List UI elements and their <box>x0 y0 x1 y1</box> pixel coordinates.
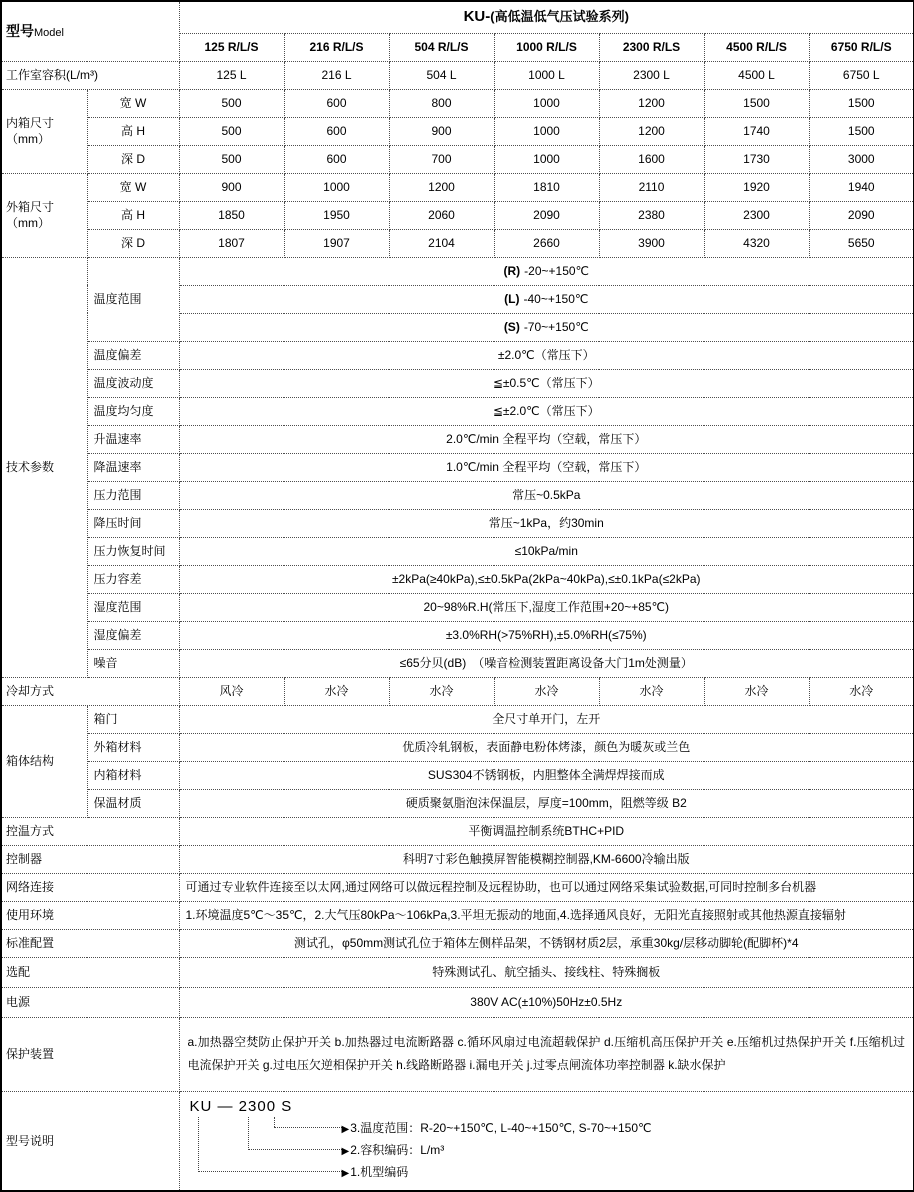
tech-param-label-6: 降压时间 <box>87 509 179 537</box>
legend-connector-line <box>198 1117 199 1170</box>
inner-dims-title: 内箱尺寸 <box>6 115 55 130</box>
tech-param-label-7: 压力恢复时间 <box>87 537 179 565</box>
legend-item-text: 2.容积编码：L/m³ <box>350 1142 445 1157</box>
model-label-cn: 型号 <box>6 22 34 39</box>
tech-param-label-4: 降温速率 <box>87 453 179 481</box>
volume-label: 工作室容积(L/m³) <box>1 61 179 89</box>
tech-param-label-3: 升温速率 <box>87 425 179 453</box>
outer-depth-value-6: 5650 <box>809 229 914 257</box>
outer-dims-label <box>1 173 87 257</box>
inner-height-value-4: 1200 <box>599 117 704 145</box>
volume-value-2: 504 L <box>389 61 494 89</box>
legend-item-volume-code <box>342 1142 445 1159</box>
inner-dims-label <box>1 89 87 173</box>
inner-width-value-2: 800 <box>389 89 494 117</box>
general-label-3: 使用环境 <box>1 901 179 929</box>
general-value-4: 测试孔，φ50mm测试孔位于箱体左侧样品架，不锈钢材质2层，承重30kg/层移动脚轮(配脚杯)*4 <box>179 929 914 957</box>
general-value-0: 平衡调温控制系统BTHC+PID <box>179 817 914 845</box>
cooling-value-1: 水冷 <box>284 677 389 705</box>
inner-depth-value-5: 1730 <box>704 145 809 173</box>
cabinet-row-label-3: 保温材质 <box>87 789 179 817</box>
tech-section-label: 技术参数 <box>1 257 87 677</box>
tech-param-value-8: ±2kPa(≥40kPa),≤±0.5kPa(2kPa~40kPa),≤±0.1kPa(≤2kPa) <box>179 565 914 593</box>
legend-item-temp-range <box>342 1120 652 1137</box>
volume-value-4: 2300 L <box>599 61 704 89</box>
tech-param-value-11: ≤65分贝(dB) （噪音检测装置距离设备大门1m处测量） <box>179 649 914 677</box>
inner-depth-value-4: 1600 <box>599 145 704 173</box>
volume-value-3: 1000 L <box>494 61 599 89</box>
volume-value-0: 125 L <box>179 61 284 89</box>
inner-height-value-2: 900 <box>389 117 494 145</box>
outer-height-value-5: 2300 <box>704 201 809 229</box>
legend-connector-line <box>198 1171 344 1172</box>
outer-depth-value-2: 2104 <box>389 229 494 257</box>
outer-width-value-1: 1000 <box>284 173 389 201</box>
cabinet-row-label-2: 内箱材料 <box>87 761 179 789</box>
series-title <box>179 1 914 33</box>
tech-param-label-8: 压力容差 <box>87 565 179 593</box>
temp-range-s-prefix: (S) <box>503 319 520 334</box>
outer-height-value-1: 1950 <box>284 201 389 229</box>
inner-depth-value-3: 1000 <box>494 145 599 173</box>
series-name: (高低温低气压试验系列) <box>490 9 629 25</box>
model-col-header-3: 1000 R/L/S <box>494 33 599 61</box>
general-label-1: 控制器 <box>1 845 179 873</box>
tech-param-value-5: 常压~0.5kPa <box>179 481 914 509</box>
model-col-header-1: 216 R/L/S <box>284 33 389 61</box>
tech-param-value-1: ≦±0.5℃（常压下） <box>179 369 914 397</box>
outer-depth-label: 深 D <box>87 229 179 257</box>
general-value-3: 1.环境温度5℃～35℃，2.大气压80kPa～106kPa,3.平坦无振动的地面,4.选择通风良好，无阳光直接照射或其他热源直接辐射 <box>179 901 914 929</box>
temp-range-s <box>179 313 914 341</box>
legend-connector-line <box>248 1117 249 1148</box>
legend-connector-line <box>274 1127 344 1128</box>
general-label-2: 网络连接 <box>1 873 179 901</box>
inner-depth-value-6: 3000 <box>809 145 914 173</box>
tech-param-label-11: 噪音 <box>87 649 179 677</box>
temp-range-l <box>179 285 914 313</box>
inner-height-value-3: 1000 <box>494 117 599 145</box>
cooling-value-4: 水冷 <box>599 677 704 705</box>
general-value-7: a.加热器空焚防止保护开关 b.加热器过电流断路器 c.循环风扇过电流超载保护 d.压缩机高压保护开关 e.压缩机过热保护开关 f.压缩机过电流保护开关 g.过电压欠逆相保护开关 h.线路断路器 i.漏电开关 j.过零点闸流体功率控制器 k.缺水保护 <box>179 1017 914 1091</box>
outer-width-value-3: 1810 <box>494 173 599 201</box>
inner-width-value-1: 600 <box>284 89 389 117</box>
outer-dims-title: 外箱尺寸 <box>6 199 55 214</box>
volume-value-5: 4500 L <box>704 61 809 89</box>
general-value-6: 380V AC(±10%)50Hz±0.5Hz <box>179 987 914 1017</box>
tech-param-value-3: 2.0℃/min 全程平均（空载，常压下） <box>179 425 914 453</box>
arrow-right-icon: ▶ <box>341 1123 350 1135</box>
temp-range-label: 温度范围 <box>87 257 179 341</box>
model-row-label <box>1 1 179 61</box>
model-col-header-0: 125 R/L/S <box>179 33 284 61</box>
tech-param-value-2: ≦±2.0℃（常压下） <box>179 397 914 425</box>
inner-height-label: 高 H <box>87 117 179 145</box>
tech-param-label-0: 温度偏差 <box>87 341 179 369</box>
tech-param-value-9: 20~98%R.H(常压下,湿度工作范围+20~+85℃) <box>179 593 914 621</box>
temp-range-r-prefix: (R) <box>503 263 521 278</box>
general-label-4: 标准配置 <box>1 929 179 957</box>
inner-width-label: 宽 W <box>87 89 179 117</box>
cabinet-row-value-0: 全尺寸单开门，左开 <box>179 705 914 733</box>
legend-connector-line <box>248 1149 344 1150</box>
inner-dims-unit: （mm） <box>6 132 50 146</box>
tech-param-value-0: ±2.0℃（常压下） <box>179 341 914 369</box>
cooling-value-3: 水冷 <box>494 677 599 705</box>
inner-height-value-5: 1740 <box>704 117 809 145</box>
temp-range-l-prefix: (L) <box>504 291 520 306</box>
temp-range-r-value: -20~+150℃ <box>524 263 590 278</box>
outer-depth-value-3: 2660 <box>494 229 599 257</box>
tech-param-value-6: 常压~1kPa，约30min <box>179 509 914 537</box>
outer-width-label: 宽 W <box>87 173 179 201</box>
tech-param-value-10: ±3.0%RH(>75%RH),±5.0%RH(≤75%) <box>179 621 914 649</box>
model-label-en: Model <box>34 26 64 39</box>
legend-item-model-code <box>342 1164 409 1181</box>
outer-height-value-0: 1850 <box>179 201 284 229</box>
general-label-7: 保护装置 <box>1 1017 179 1091</box>
cabinet-section-label: 箱体结构 <box>1 705 87 817</box>
outer-depth-value-5: 4320 <box>704 229 809 257</box>
legend-item-text: 1.机型编码 <box>350 1164 409 1179</box>
tech-param-label-9: 湿度范围 <box>87 593 179 621</box>
outer-width-value-4: 2110 <box>599 173 704 201</box>
temp-range-l-value: -40~+150℃ <box>523 291 589 306</box>
general-label-5: 选配 <box>1 957 179 987</box>
model-col-header-5: 4500 R/L/S <box>704 33 809 61</box>
temp-range-r <box>179 257 914 285</box>
outer-dims-unit: （mm） <box>6 216 50 230</box>
model-col-header-2: 504 R/L/S <box>389 33 494 61</box>
cooling-label: 冷却方式 <box>1 677 179 705</box>
inner-width-value-0: 500 <box>179 89 284 117</box>
legend-item-text: 3.温度范围：R-20~+150℃, L-40~+150℃, S-70~+150℃ <box>350 1120 652 1135</box>
inner-height-value-1: 600 <box>284 117 389 145</box>
outer-height-value-6: 2090 <box>809 201 914 229</box>
tech-param-label-5: 压力范围 <box>87 481 179 509</box>
outer-depth-value-1: 1907 <box>284 229 389 257</box>
model-col-header-4: 2300 R/LS <box>599 33 704 61</box>
inner-width-value-5: 1500 <box>704 89 809 117</box>
arrow-right-icon: ▶ <box>341 1167 350 1179</box>
volume-value-6: 6750 L <box>809 61 914 89</box>
volume-value-1: 216 L <box>284 61 389 89</box>
cabinet-row-label-0: 箱门 <box>87 705 179 733</box>
arrow-right-icon: ▶ <box>341 1145 350 1157</box>
outer-width-value-0: 900 <box>179 173 284 201</box>
outer-depth-value-4: 3900 <box>599 229 704 257</box>
model-col-header-6: 6750 R/L/S <box>809 33 914 61</box>
outer-width-value-2: 1200 <box>389 173 494 201</box>
legend-example-model: KU — 2300 S <box>189 1097 293 1115</box>
tech-param-value-7: ≤10kPa/min <box>179 537 914 565</box>
tech-param-label-1: 温度波动度 <box>87 369 179 397</box>
cabinet-row-value-1: 优质冷轧钢板，表面静电粉体烤漆，颜色为暖灰或兰色 <box>179 733 914 761</box>
outer-height-value-4: 2380 <box>599 201 704 229</box>
inner-height-value-6: 1500 <box>809 117 914 145</box>
legend-diagram <box>179 1091 914 1191</box>
legend-diagram-box <box>180 1092 914 1191</box>
inner-depth-value-2: 700 <box>389 145 494 173</box>
inner-depth-value-1: 600 <box>284 145 389 173</box>
inner-width-value-4: 1200 <box>599 89 704 117</box>
outer-height-label: 高 H <box>87 201 179 229</box>
general-value-5: 特殊测试孔、航空插头、接线柱、特殊搁板 <box>179 957 914 987</box>
tech-param-label-2: 温度均匀度 <box>87 397 179 425</box>
cabinet-row-label-1: 外箱材料 <box>87 733 179 761</box>
cabinet-row-value-2: SUS304不锈钢板，内胆整体全满焊焊接而成 <box>179 761 914 789</box>
legend-connector-line <box>274 1117 275 1127</box>
tech-param-label-10: 湿度偏差 <box>87 621 179 649</box>
outer-width-value-5: 1920 <box>704 173 809 201</box>
inner-width-value-6: 1500 <box>809 89 914 117</box>
outer-depth-value-0: 1807 <box>179 229 284 257</box>
inner-height-value-0: 500 <box>179 117 284 145</box>
inner-depth-value-0: 500 <box>179 145 284 173</box>
cooling-value-2: 水冷 <box>389 677 494 705</box>
general-value-2: 可通过专业软件连接至以太网,通过网络可以做远程控制及远程协助，也可以通过网络采集试验数据,可同时控制多台机器 <box>179 873 914 901</box>
legend-section-label: 型号说明 <box>1 1091 179 1191</box>
cooling-value-5: 水冷 <box>704 677 809 705</box>
series-prefix: KU- <box>463 8 491 26</box>
inner-depth-label: 深 D <box>87 145 179 173</box>
general-label-6: 电源 <box>1 987 179 1017</box>
cooling-value-0: 风冷 <box>179 677 284 705</box>
general-label-0: 控温方式 <box>1 817 179 845</box>
temp-range-s-value: -70~+150℃ <box>523 319 589 334</box>
cooling-value-6: 水冷 <box>809 677 914 705</box>
outer-height-value-2: 2060 <box>389 201 494 229</box>
tech-param-value-4: 1.0℃/min 全程平均（空载，常压下） <box>179 453 914 481</box>
general-value-1: 科明7寸彩色触摸屏智能模糊控制器,KM-6600冷输出版 <box>179 845 914 873</box>
outer-height-value-3: 2090 <box>494 201 599 229</box>
outer-width-value-6: 1940 <box>809 173 914 201</box>
inner-width-value-3: 1000 <box>494 89 599 117</box>
cabinet-row-value-3: 硬质聚氨脂泡沫保温层，厚度=100mm，阻燃等级 B2 <box>179 789 914 817</box>
